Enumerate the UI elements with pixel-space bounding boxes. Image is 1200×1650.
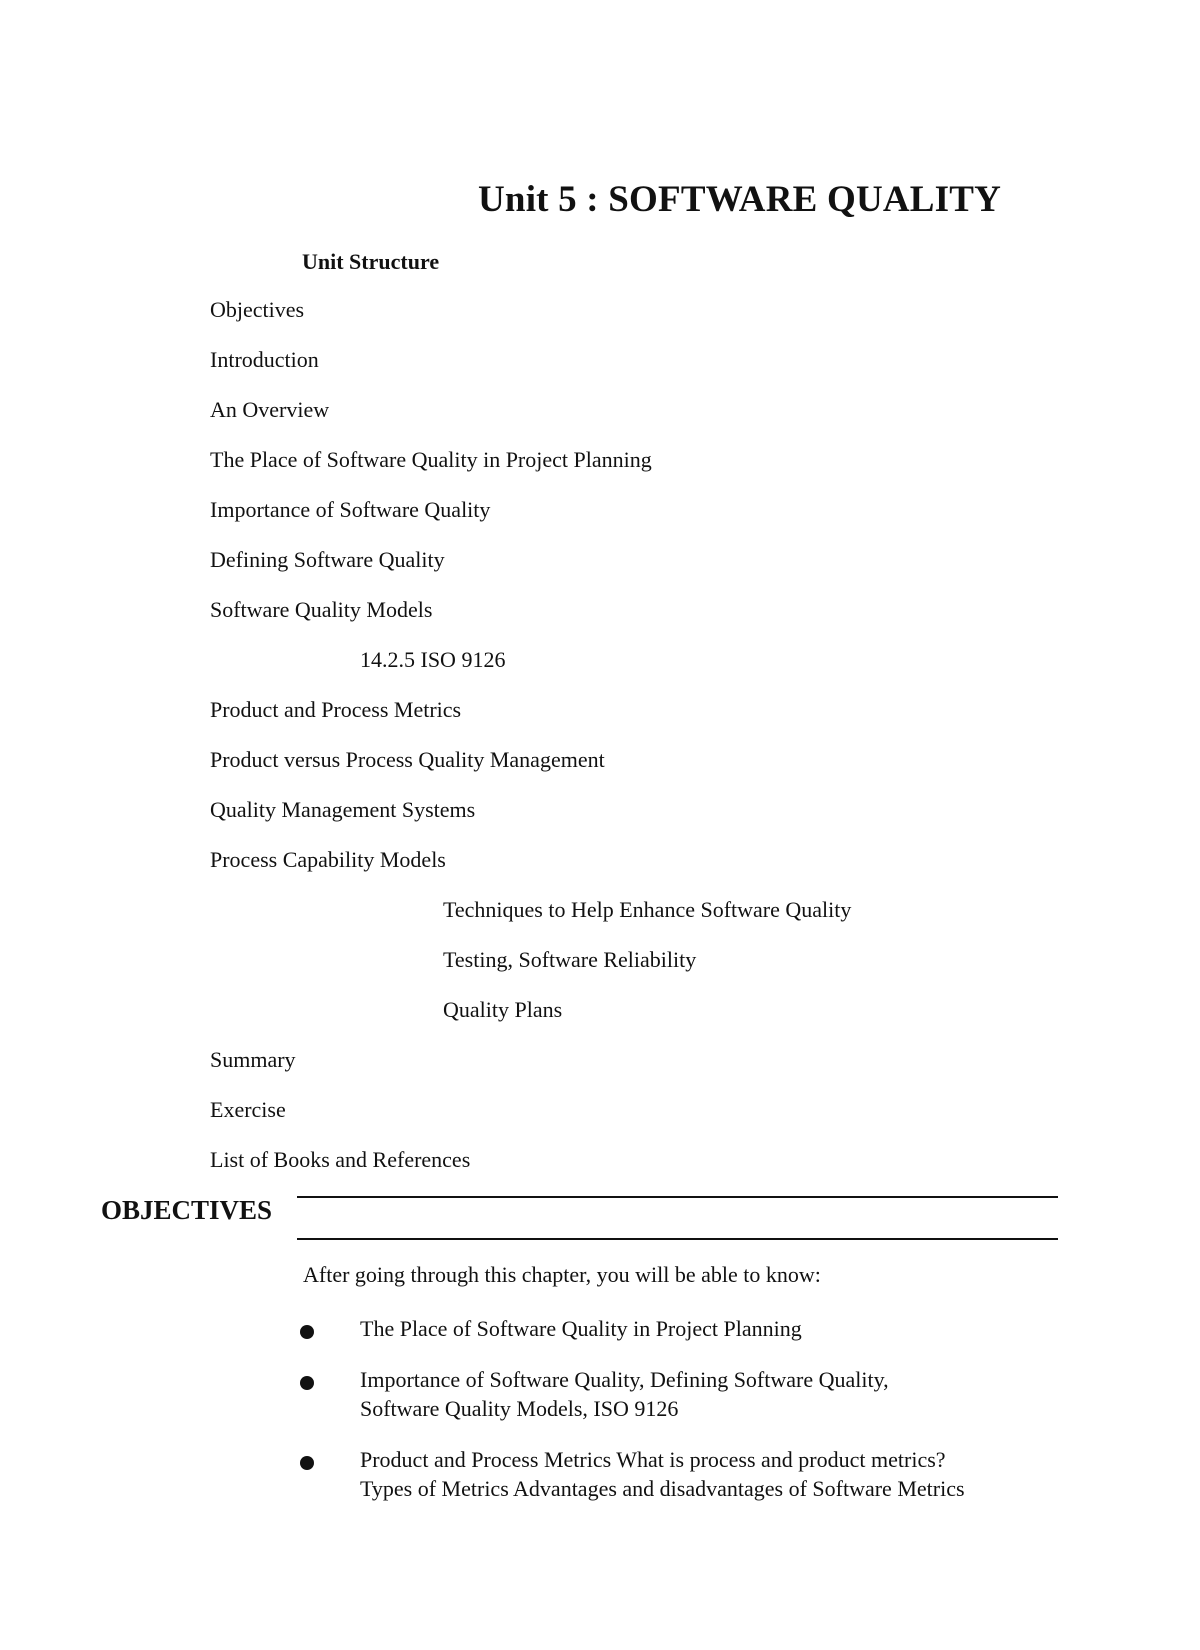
toc-item: Objectives [210,297,305,322]
list-item-line: Types of Metrics Advantages and disadvantages of Software Metrics [360,1476,965,1501]
toc-item: Quality Management Systems [210,797,476,822]
unit-structure-heading: Unit Structure [302,249,440,274]
bullet-icon [300,1376,314,1390]
bullet-icon [300,1456,314,1470]
objectives-bottom-rule [297,1238,1058,1240]
toc-item: Introduction [210,347,319,372]
objectives-intro: After going through this chapter, you will be able to know: [303,1262,821,1287]
word: What is process and product metrics? [616,1447,946,1472]
toc-item: The Place of Software Quality in Project Planning [210,447,652,472]
word: Quality, [574,1367,645,1392]
toc-item: Techniques to Help Enhance Software Quality [443,897,852,922]
list-item-line: The Place of Software Quality in Project Planning [360,1316,802,1341]
objectives-heading: OBJECTIVES [101,1195,273,1225]
toc-item: Exercise [210,1097,286,1122]
toc-item: Product versus Process Quality Management [210,747,605,772]
toc-item: List of Books and References [210,1147,471,1172]
toc-item: Testing, Software Reliability [443,947,697,972]
word: Software [489,1367,569,1392]
list-item-line [360,1445,1052,1474]
toc-item: Defining Software Quality [210,547,445,572]
toc-item: Quality Plans [443,997,563,1022]
page-title: Unit 5 : SOFTWARE QUALITY [478,179,1002,220]
toc-item: 14.2.5 ISO 9126 [360,647,506,672]
toc-item: Summary [210,1047,296,1072]
word: of [465,1367,484,1392]
word: Importance [360,1367,461,1392]
list-item-line [360,1365,1052,1394]
objectives-top-rule [297,1196,1058,1198]
toc-item: Product and Process Metrics [210,697,462,722]
list-item [360,1314,1052,1343]
toc-item: Importance of Software Quality [210,497,491,522]
toc-item: Software Quality Models [210,597,433,622]
list-item [360,1365,1052,1423]
word: Software Quality, [733,1367,889,1392]
word: Metrics [543,1447,612,1472]
toc-item: An Overview [210,397,330,422]
toc-item: Process Capability Models [210,847,446,872]
word: Defining [649,1367,729,1392]
bullet-icon [300,1325,314,1339]
list-item [360,1445,1052,1503]
word: Product [360,1447,429,1472]
list-item-line: Software Quality Models, ISO 9126 [360,1396,679,1421]
word: and [433,1447,466,1472]
word: Process [471,1447,539,1472]
